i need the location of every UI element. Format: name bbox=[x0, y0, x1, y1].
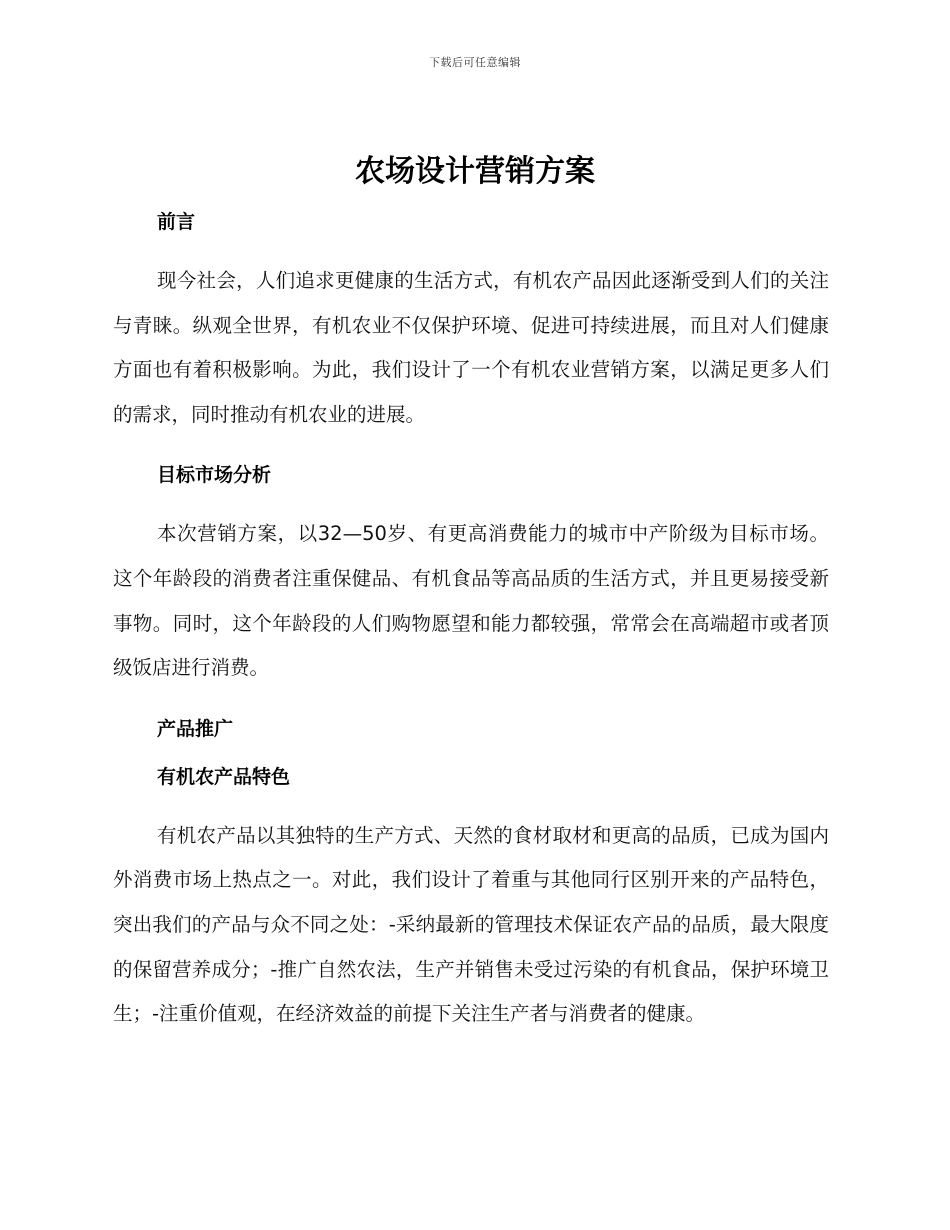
section-heading-target-market: 目标市场分析 bbox=[157, 464, 272, 487]
document-body bbox=[113, 200, 829, 1037]
section-paragraph-target-market: 本次营销方案，以32—50岁、有更高消费能力的城市中产阶级为目标市场。这个年龄段的消费者注重保健品、有机食品等高品质的生活方式，并且更易接受新事物。同时，这个年龄段的人们购物愿望和能力都较强，常常会在高端超市或者顶级饭店进行消费。 bbox=[113, 522, 829, 680]
running-header: 下载后可任意编辑 bbox=[429, 56, 521, 69]
section-heading-preface: 前言 bbox=[157, 211, 196, 233]
document-title: 农场设计营销方案 bbox=[355, 154, 595, 189]
section-paragraph-preface: 现今社会，人们追求更健康的生活方式，有机农产品因此逐渐受到人们的关注与青睐。纵观全世界，有机农业不仅保护环境、促进可持续进展，而且对人们健康方面也有着积极影响。为此，我们设计了一个有机农业营销方案，以满足更多人们的需求，同时推动有机农业的进展。 bbox=[113, 269, 829, 426]
section-heading-product-features: 有机农产品特色 bbox=[157, 765, 291, 788]
section-heading-product-promotion: 产品推广 bbox=[157, 717, 234, 740]
section-paragraph-product-features: 有机农产品以其独特的生产方式、天然的食材取材和更高的品质，已成为国内外消费市场上热点之一。对此，我们设计了着重与其他同行区别开来的产品特色，突出我们的产品与众不同之处：-采纳最新的管理技术保证农产品的品质，最大限度的保留营养成分；-推广自然农法，生产并销售未受过污染的有机食品，保护环境卫生；-注重价值观，在经济效益的前提下关注生产者与消费者的健康。 bbox=[113, 823, 829, 1026]
